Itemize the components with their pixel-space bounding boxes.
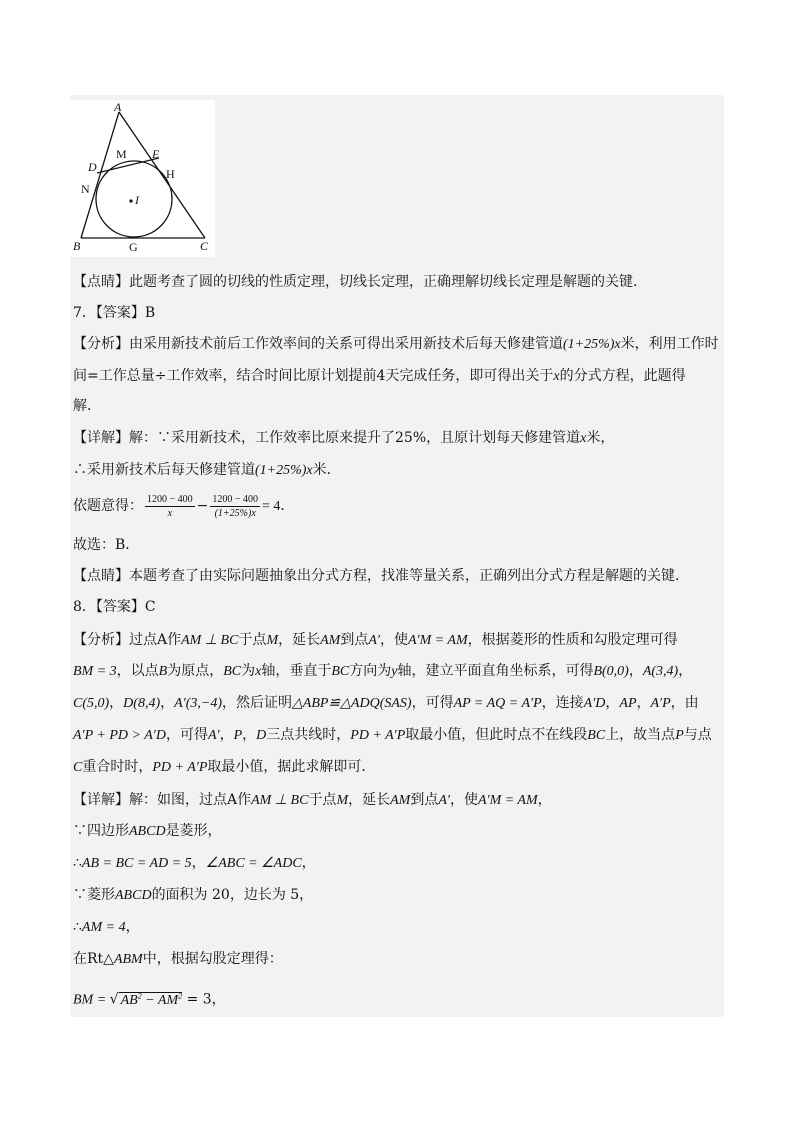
math: P <box>675 728 684 743</box>
q7-expression: (1+25%)x <box>255 463 313 478</box>
math: D(8,4) <box>123 696 161 711</box>
math: x <box>255 664 262 679</box>
math: AB <box>120 992 138 1008</box>
sqrt-sign: √ <box>109 991 119 1008</box>
q7-detail-line2 <box>73 460 341 481</box>
text: ，可得 <box>165 727 208 743</box>
text: ， <box>628 663 643 679</box>
text: ，连接 <box>541 695 584 711</box>
text: 中，根据勾股定理得： <box>142 951 283 967</box>
triangle-incircle-figure <box>70 100 215 257</box>
q8-detail-line6 <box>73 949 283 970</box>
q8-answer: 8．【答案】C <box>73 599 156 615</box>
q8-detail-line2 <box>73 821 222 842</box>
q7-variable: x <box>580 431 587 446</box>
text: 到点 <box>410 792 439 808</box>
math: y <box>391 664 398 679</box>
math: PD + A′P <box>152 760 208 775</box>
math: AM ⊥ BC <box>181 633 239 648</box>
text: ∴ <box>73 855 82 871</box>
math: AM <box>390 793 411 808</box>
q7-analysis-text: 天完成任务，即可得出关于 <box>385 368 554 384</box>
q8-analysis-line5 <box>73 757 375 778</box>
label-D: D <box>88 160 97 174</box>
fraction <box>145 493 195 520</box>
q7-analysis-line2 <box>73 366 686 387</box>
text: ∵四边形 <box>73 823 129 839</box>
text: ∵菱形 <box>73 887 115 903</box>
q7-analysis-text: 间=工作总量÷工作效率，结合时间比原计划提前 <box>73 368 377 384</box>
q8-analysis-line2 <box>73 661 692 682</box>
label-E: E <box>152 147 160 161</box>
q7-detail-text: 依题意得： <box>73 498 143 514</box>
math: A′P <box>650 696 671 711</box>
q7-detail-text: ． <box>280 498 295 514</box>
q7-choose: 故选：B． <box>73 537 140 553</box>
math: − AM <box>141 992 179 1008</box>
fraction-numerator: 1200 − 400 <box>147 493 193 505</box>
text: ，使 <box>379 632 408 648</box>
math: P <box>233 728 243 743</box>
text: ， <box>191 855 206 871</box>
text: ，延长 <box>348 792 391 808</box>
text: 为 <box>241 663 256 679</box>
sqrt-radicand <box>119 992 183 1008</box>
math: M <box>336 793 349 808</box>
math: ABM <box>113 952 143 967</box>
text: ， <box>109 695 124 711</box>
q8-detail-line3 <box>73 853 316 874</box>
math: BC <box>587 728 606 743</box>
math: A′ <box>368 633 380 648</box>
text: ， <box>160 695 175 711</box>
q8-detail-line4 <box>73 885 313 906</box>
q7-analysis-line1 <box>73 334 719 355</box>
q8-detail-line1 <box>73 790 552 811</box>
text: 与点 <box>683 727 712 743</box>
math: ∠ABC = ∠ADC <box>205 856 302 871</box>
math: ABCD <box>115 888 152 903</box>
text: 到点 <box>340 632 369 648</box>
text: = 3， <box>182 991 226 1008</box>
text: 轴，垂直于 <box>261 663 332 679</box>
text: 取最小值，但此时点不在线段 <box>405 727 588 743</box>
text: ， <box>537 792 552 808</box>
text: 三点共线时， <box>266 727 351 743</box>
q7-dianjing: 【点睛】本题考查了由实际问题抽象出分式方程，找准等量关系，正确列出分式方程是解题的关键． <box>73 568 689 584</box>
math: AM <box>320 633 341 648</box>
math: A′M = AM <box>407 633 468 648</box>
math: △ABP≌△ADQ(SAS) <box>292 696 412 711</box>
fraction-numerator: 1200 − 400 <box>212 493 259 505</box>
label-M: M <box>116 147 127 161</box>
q8-detail-line5 <box>73 917 140 938</box>
math: BC <box>223 664 242 679</box>
q7-number: 4 <box>376 368 386 384</box>
text: ，由 <box>670 695 699 711</box>
math: M <box>266 633 279 648</box>
math: BM = <box>73 992 110 1008</box>
math: B(0,0) <box>593 664 629 679</box>
fraction-denominator: x <box>167 507 173 519</box>
text: 在Rt△ <box>73 951 114 967</box>
exponent: 2 <box>137 991 142 1000</box>
math: AM = 4 <box>81 920 126 935</box>
text: ，使 <box>449 792 478 808</box>
text: 【详解】解：如图，过点A作 <box>73 792 252 808</box>
math: A′ <box>207 728 220 743</box>
text: 轴，建立平面直角坐标系，可得 <box>397 663 594 679</box>
math: AP = AQ = A′P <box>453 696 542 711</box>
label-B: B <box>73 239 81 253</box>
fraction <box>210 493 260 520</box>
q7-variable: x <box>553 369 560 384</box>
math: A′(3,−4) <box>174 696 222 711</box>
label-A: A <box>114 100 122 114</box>
q7-analysis-text: 【分析】由采用新技术前后工作效率间的关系可得出采用新技术后每天修建管道 <box>73 336 563 352</box>
math: A(3,4) <box>642 664 679 679</box>
math: AM ⊥ BC <box>251 793 309 808</box>
math: C <box>73 760 83 775</box>
q8-analysis-line4 <box>73 725 712 746</box>
exponent: 2 <box>178 991 183 1000</box>
q7-equals: = 4 <box>262 499 281 514</box>
math: BC <box>331 664 350 679</box>
q7-detail-text: 【详解】解：∵采用新技术，工作效率比原来提升了25%，且原计划每天修建管道 <box>73 430 581 446</box>
q8-analysis-line1 <box>73 630 678 651</box>
q7-detail-text: ∴采用新技术后每天修建管道 <box>73 462 255 478</box>
text: 于点 <box>238 632 267 648</box>
q6-dianjing: 【点睛】此题考查了圆的切线的性质定理，切线长定理，正确理解切线长定理是解题的关键． <box>73 274 647 290</box>
math: A′D <box>583 696 606 711</box>
text: ， <box>636 695 651 711</box>
math: A′P + PD > A′D <box>73 728 166 743</box>
text: ， <box>125 919 140 935</box>
label-H: H <box>166 167 175 181</box>
math: AP <box>619 696 637 711</box>
math: B <box>158 664 168 679</box>
text: 【分析】过点A作 <box>73 632 182 648</box>
text: ，可得 <box>411 695 454 711</box>
text: 于点 <box>308 792 337 808</box>
q8-detail-line7 <box>73 986 226 1011</box>
q7-detail-text: 米， <box>586 430 615 446</box>
label-N: N <box>81 182 90 196</box>
label-G: G <box>129 240 138 254</box>
q8-analysis-line3 <box>73 693 699 714</box>
text: 上，故当点 <box>605 727 676 743</box>
math: ABCD <box>129 824 166 839</box>
text: ∴ <box>73 919 82 935</box>
text: 取最小值，据此求解即可． <box>207 759 376 775</box>
fraction-denominator: (1+25%)x <box>214 507 256 519</box>
math: PD + A′P <box>350 728 406 743</box>
q7-expression: (1+25%)x <box>563 337 621 352</box>
label-I: I <box>135 193 139 207</box>
q7-analysis-line3: 解． <box>73 398 101 414</box>
text: 为原点， <box>167 663 224 679</box>
text: ， <box>219 727 234 743</box>
text: ，根据菱形的性质和勾股定理可得 <box>467 632 678 648</box>
math: A′ <box>438 793 450 808</box>
q7-analysis-text: 米，利用工作时 <box>620 336 719 352</box>
math: BM = 3 <box>73 664 117 679</box>
text: ， <box>301 855 316 871</box>
q7-detail-line1 <box>73 428 614 449</box>
q7-equation: 依题意得： $\frac{1200 - 400}{x}$ − $\frac{1200 - 400}{(1+25\%)x}$ = 4． <box>73 493 295 519</box>
text: ，延长 <box>278 632 321 648</box>
q7-detail-text: 米． <box>312 462 341 478</box>
label-C: C <box>200 239 209 253</box>
math: A′M = AM <box>477 793 538 808</box>
text: ， <box>242 727 257 743</box>
text: ，然后证明 <box>222 695 292 711</box>
text: ，以点 <box>116 663 159 679</box>
q7-answer: 7．【答案】B <box>73 305 156 321</box>
math: AB = BC = AD = 5 <box>81 856 192 871</box>
text: ， <box>678 663 693 679</box>
text: 是菱形， <box>165 823 222 839</box>
text: ， <box>605 695 620 711</box>
q7-analysis-text: 的分式方程，此题得 <box>559 368 686 384</box>
math: D <box>256 728 267 743</box>
text: 的面积为 20，边长为 5， <box>151 887 314 903</box>
text: 重合时时， <box>82 759 153 775</box>
text: 方向为 <box>349 663 392 679</box>
math: C(5,0) <box>73 696 110 711</box>
